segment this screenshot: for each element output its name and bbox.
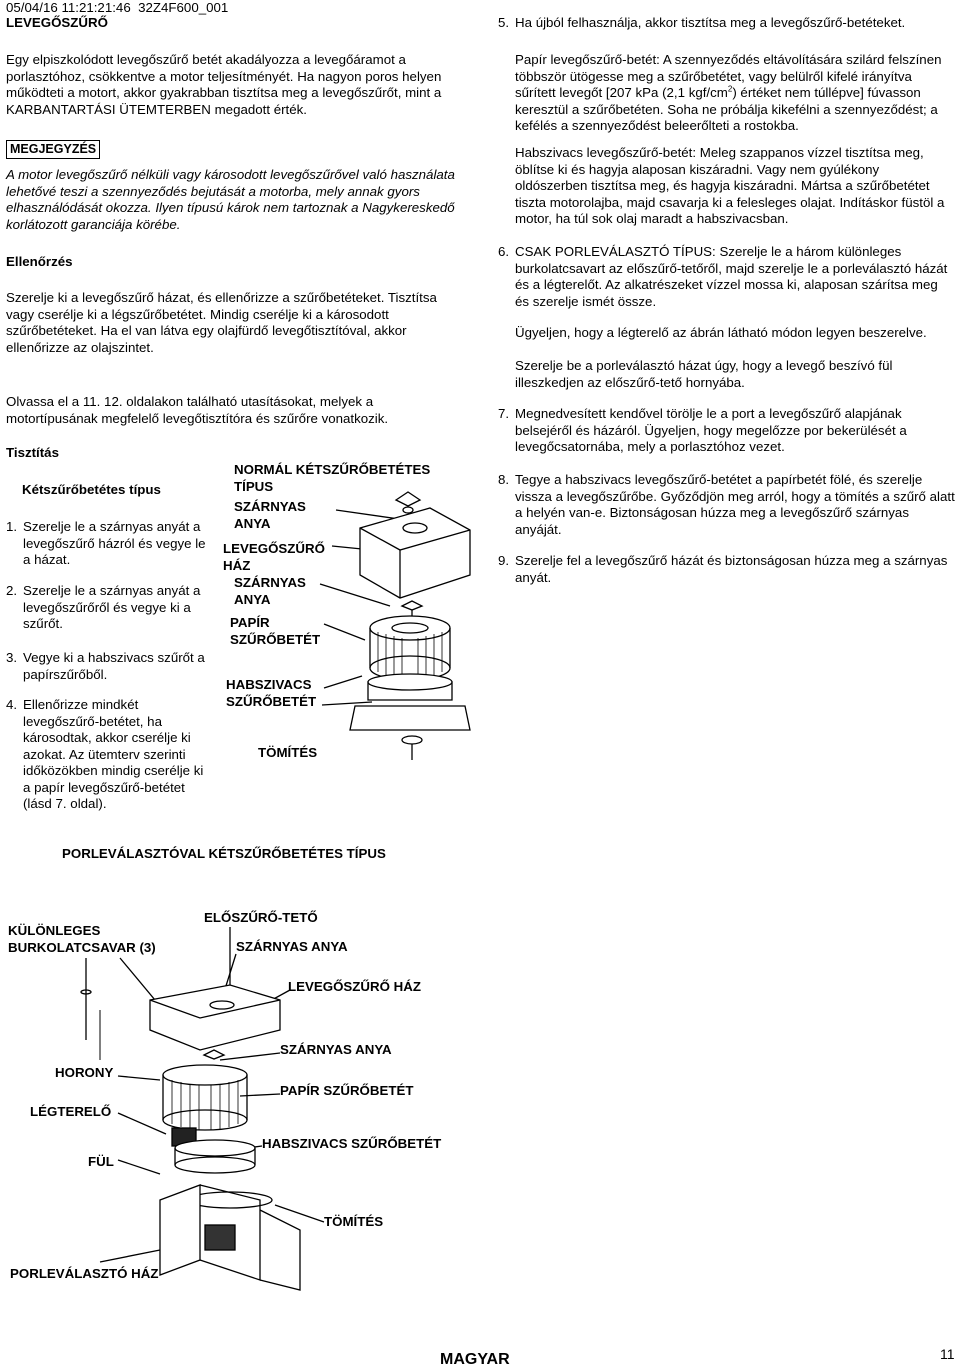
step-2: 2. Szerelje le a szárnyas anyát a levegőszűrőről és vegye ki a szűrőt. [6,583,201,631]
step-3: 3. Vegye ki a habszivacs szűrőt a papírszűrőből. [6,650,205,682]
step-5: 5. Ha újból felhasználja, akkor tisztítsa meg a levegőszűrő-betéteket. [498,15,906,30]
label-wing-nut-1: SZÁRNYAS [234,499,306,514]
label-special-bolt: KÜLÖNLEGES [8,923,101,938]
figure-2-title: PORLEVÁLASZTÓVAL KÉTSZŰRŐBETÉTES TÍPUS [62,846,386,861]
step-4: 4. Ellenőrizze mindkét levegőszűrő-betétet, ha károsodtak, akkor cserélje ki azokat. Az ütemterv szerinti időközökben mindig cserélje ki a papír levegőszűrő-betétet (lásd 7. oldal). [6,697,204,811]
label-tab: FÜL [88,1154,114,1169]
check-heading: Ellenőrzés [6,254,73,269]
step-8: 8. Tegye a habszivacs levegőszűrő-betétet a papírbetét fölé, és szerelje vissza a levegőszűrőbe. Győződjön meg arról, hogy a tömítés a szűrő alatt a helyén van-e. Biztonságosan húzza meg a levegőszűrő szárnyas anyáját. [498,472,955,537]
read-text: Olvassa el a 11. 12. oldalakon található utasításokat, melyek a motortípusának megfelelő levegőtisztítóra és szűrőre vonatkozik. [6,394,389,426]
manual-page: 05/04/16 11:21:21:46 32Z4F600_001 LEVEGŐSZŰRŐ Egy elpiszkolódott levegőszűrő betét akadályozza a levegőáramot a porlasztóhoz, csökkentve a motor teljesítményét. Ha nagyon poros helyen működteti a motort, akkor gyakrabban tisztítsa meg a levegőszűrőt, mint a KARBANTARTÁSI ÜTEMTERBEN megadott érték. MEGJEGYZÉS A motor levegőszűrő nélküli vagy károsodott levegőszűrővel való használata lehetővé teszi a szennyeződés bejutását a motorba, mely annak gyors elhasználódását okozza. Ilyen típusú károk nem tartoznak a Nagykereskedő korlátozott garanciája körébe. Ellenőrzés Szerelje ki a levegőszűrő házat, és ellenőrizze a szűrőbetéteket. Tisztítsa vagy cserélje ki a légszűrőbetétet. Mindig cserélje ki a károsodott szűrőbetéteket. Ha el van látva egy olajfürdő levegőtisztítóval, akkor ellenőrizze az olajszintet. Olvassa el a 11. 12. oldalakon található utasításokat, melyek a motortípusának megfelelő levegőtisztítóra és szűrőre vonatkozik. Tisztítás Kétszűrőbetétes típus 1. Szerelje le a szárnyas anyát a levegőszűrő házról és vegye le a házat. 2. Szerelje le a szárnyas anyát a levegőszűrőről és vegye ki a szűrőt. 3. Vegye ki a habszivacs szűrőt a papírszűrőből. 4. Ellenőrizze mindkét levegőszűrő-betétet, ha károsodtak, akkor cserélje ki azokat. Az ütemterv szerinti időközökben mindig cserélje ki a papír levegőszűrő-betétet (lásd 7. oldal). NORMÁL KÉTSZŰRŐBETÉTES TÍPUS SZÁRNYAS ANYA LEVEGŐSZŰRŐ HÁZ SZÁRNYAS ANYA PAPÍR SZŰRŐBETÉT HABSZIVACS SZŰRŐBETÉT TÖMÍTÉS PORLEVÁLASZTÓVAL KÉTSZŰRŐBETÉTES TÍPUS KÜLÖNLEGES BURKOLATCSAVAR (3) ELŐSZŰRŐ-TETŐ SZÁRNYAS ANYA LEVEGŐSZŰRŐ HÁZ SZÁRNYAS ANYA HORONY PAPÍR SZŰRŐBETÉT LÉGTERELŐ HABSZIVACS SZŰRŐBETÉT FÜL TÖMÍTÉS PORLEVÁLASZTÓ HÁZ 5. Ha újból felhasználja, akkor tisztítsa meg a levegőszűrő-betéteket. Papír levegőszűrő-betét: A szennyeződés eltávolítására szilárd felszínen többször ütögesse meg a szűrőbetétet, vagy belülről kifelé irányítva sűrített levegőt [207 kPa (2,1 kgf/$cm^2$) értéket nem túllépve] fúvasson keresztül a szűrőbetéten. Soha ne próbálja kikefélni a szennyeződést; a kefélés a szennyeződést beleerőlteti a rostokba. Habszivacs levegőszűrő-betét: Meleg szappanos vízzel tisztítsa meg, öblítse ki és hagyja alaposan kiszáradni. Vagy nem gyúlékony oldószerben tisztítsa meg, és hagyja kiszáradni. Mártsa a szűrőbetétet tiszta motorolajba, majd csavarja ki a felesleges olajat. Indításkor füstöl a motor, ha túl sok olaj maradt a habszivacsban. 6. CSAK PORLEVÁLASZTÓ TÍPUS: Szerelje le a három különleges burkolatcsavart az előszűrő-tetőről, majd szerelje le a porleválasztó házát és a légterelőt. Az alkatrészeket vízzel mossa ki, alaposan szárítsa meg és szerelje ismét össze. Ügyeljen, hogy a légterelő az ábrán látható módon legyen beszerelve. Szerelje be a porleválasztó házat úgy, hogy a levegő beszívó fül illeszkedjen az előszűrő-tető hornyába. 7. Megnedvesített kendővel törölje le a port a levegőszűrő alapjának belsejéről és házáról. Ügyeljen, hogy megelőzze por bekerülését a levegőcsatornába, mely a porlasztóhoz vezet. 8. Tegye a habszivacs levegőszűrő-betétet a papírbetét fölé, és szerelje vissza a levegőszűrőbe. Győződjön meg arról, hogy a tömítés a szűrő alatt a helyén van-e. Biztonságosan húzza meg a levegőszűrő szárnyas anyáját. 9. Szerelje fel a levegőszűrő házát és biztonságosan húzza meg a szárnyas anyát. MAGYAR 11 [0,0,960,1369]
label-air-cleaner-housing: LEVEGŐSZŰRŐ HÁZ [288,979,421,994]
check-text: Szerelje ki a levegőszűrő házat, és ellenőrizze a szűrőbetéteket. Tisztítsa vagy cserélje ki a légszűrőbetétet. Mindig cserélje ki a károsodott szűrőbetéteket. Ha el van látva egy olajfürdő levegőtisztítóval, akkor ellenőrizze az olajszintet. [6,290,437,355]
label-foam-element: HABSZIVACS [226,677,312,692]
note-label: MEGJEGYZÉS [6,140,100,159]
label-paper-filter: PAPÍR SZŰRŐBETÉT [280,1083,414,1098]
label-wing-nut-b: SZÁRNYAS ANYA [280,1042,392,1057]
label-wing-nut-a: SZÁRNYAS ANYA [236,939,348,954]
footer-language: MAGYAR [440,1351,510,1368]
note-text: A motor levegőszűrő nélküli vagy károsodott levegőszűrővel való használata lehetővé teszi a szennyeződés bejutását a motorba, mely annak gyors elhasználódását okozza. Ilyen típusú károk nem tartoznak a Nagykereskedő korlátozott garanciája körébe. [6,167,455,232]
step-9: 9. Szerelje fel a levegőszűrő házát és biztonságosan húzza meg a szárnyas anyát. [498,553,948,585]
label-wing-nut-2: SZÁRNYAS [234,575,306,590]
label-groove: HORONY [55,1065,114,1080]
page-number: 11 [940,1346,955,1362]
label-paper-element: PAPÍR [230,615,270,630]
clean-heading: Tisztítás [6,445,59,460]
step-6-cyclone-note: Szerelje be a porleválasztó házat úgy, hogy a levegő beszívó fül illeszkedjen az előszűrő-tető hornyába. [515,358,893,390]
label-precleaner-cover: ELŐSZŰRŐ-TETŐ [204,910,318,925]
label-gasket-2: TÖMÍTÉS [324,1214,384,1229]
intro-paragraph: Egy elpiszkolódott levegőszűrő betét akadályozza a levegőáramot a porlasztóhoz, csökkentve a motor teljesítményét. Ha nagyon poros helyen működteti a motort, akkor gyakrabban tisztítsa meg a levegőszűrőt, mint a KARBANTARTÁSI ÜTEMTERBEN megadott érték. [6,52,442,117]
paper-element-cleaning: Papír levegőszűrő-betét: A szennyeződés eltávolítására szilárd felszínen többször ütögesse meg a szűrőbetétet, vagy belülről kifelé irányítva sűrített levegőt [207 kPa (2,1 kgf/$cm^2$) értéket nem túllépve] fúvasson keresztül a szűrőbetéten. Soha ne próbálja kikefélni a szennyeződést; a kefélés a szennyeződést beleerőlteti a rostokba. [515,52,942,133]
header-datetime: 05/04/16 11:21:21:46 32Z4F600_001 [6,0,229,15]
step-6-deflector-note: Ügyeljen, hogy a légterelő az ábrán látható módon legyen beszerelve. [515,325,927,340]
dual-element-heading: Kétszűrőbetétes típus [22,482,161,497]
step-1: 1. Szerelje le a szárnyas anyát a levegőszűrő házról és vegye le a házat. [6,519,206,567]
label-foam-filter: HABSZIVACS SZŰRŐBETÉT [262,1136,442,1151]
label-gasket: TÖMÍTÉS [258,745,318,760]
label-housing: LEVEGŐSZŰRŐ [223,541,325,556]
doc-code: 32Z4F600_001 [138,0,229,15]
step-6: 6. CSAK PORLEVÁLASZTÓ TÍPUS: Szerelje le a három különleges burkolatcsavart az előszűrő-tetőről, majd szerelje le a porleválasztó házát és a légterelőt. Az alkatrészeket vízzel mossa ki, alaposan szárítsa meg és szerelje ismét össze. [498,244,948,309]
label-cyclone-housing: PORLEVÁLASZTÓ HÁZ [10,1266,159,1281]
section-title: LEVEGŐSZŰRŐ [6,15,108,30]
label-air-deflector: LÉGTERELŐ [30,1104,112,1119]
step-7: 7. Megnedvesített kendővel törölje le a port a levegőszűrő alapjának belsejéről és házáról. Ügyeljen, hogy megelőzze por bekerülését a levegőcsatornába, mely a porlasztóhoz vezet. [498,406,907,454]
foam-element-cleaning: Habszivacs levegőszűrő-betét: Meleg szappanos vízzel tisztítsa meg, öblítse ki és hagyja alaposan kiszáradni. Vagy nem gyúlékony oldószerben tisztítsa meg, és hagyja kiszáradni. Mártsa a szűrőbetétet tiszta motorolajba, majd csavarja ki a felesleges olajat. Indításkor füstöl a motor, ha túl sok olaj maradt a habszivacsban. [515,145,945,226]
